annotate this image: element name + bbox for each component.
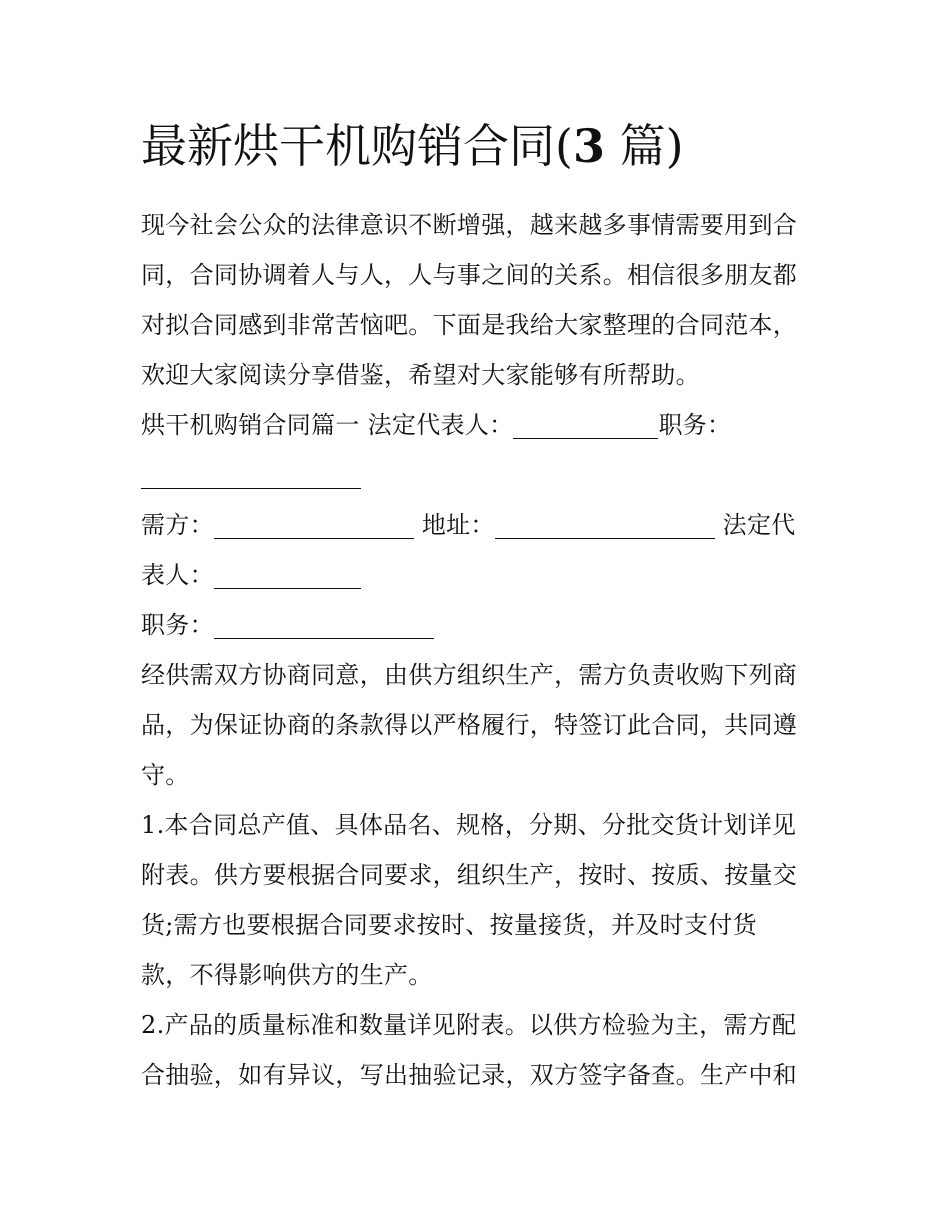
intro-line: 对拟合同感到非常苦恼吧。下面是我给大家整理的合同范本， bbox=[141, 311, 798, 339]
position-blank[interactable] bbox=[141, 458, 361, 489]
position-label: 职务： bbox=[658, 411, 732, 439]
section-one-label: 烘干机购销合同篇一 法定代表人： bbox=[141, 411, 514, 439]
address-label: 地址： bbox=[413, 511, 495, 539]
position-label-2: 职务： bbox=[141, 611, 214, 639]
agreement-paragraph bbox=[141, 650, 821, 800]
clause-line: 款，不得影响供方的生产。 bbox=[141, 961, 433, 989]
agreement-line: 守。 bbox=[141, 761, 190, 789]
legal-rep-label-part1: 法定代 bbox=[714, 511, 796, 539]
position-blank-line bbox=[141, 450, 821, 500]
buyer-position-blank[interactable] bbox=[214, 608, 434, 639]
document-title bbox=[141, 110, 821, 182]
document-page bbox=[141, 110, 821, 1100]
clause-line: 1.本合同总产值、具体品名、规格，分期、分批交货计划详见 bbox=[141, 811, 797, 839]
title-end-text: 篇) bbox=[619, 119, 684, 173]
title-count: 3 bbox=[572, 119, 605, 173]
buyer-line bbox=[141, 500, 821, 550]
supplier-line bbox=[141, 400, 821, 450]
buyer-legal-rep-line bbox=[141, 550, 821, 600]
buyer-legal-rep-blank[interactable] bbox=[214, 558, 361, 589]
clause-line: 附表。供方要根据合同要求，组织生产，按时、按质、按量交 bbox=[141, 861, 798, 889]
intro-line: 同，合同协调着人与人，人与事之间的关系。相信很多朋友都 bbox=[141, 261, 798, 289]
clause-1 bbox=[141, 800, 821, 1000]
address-blank[interactable] bbox=[495, 508, 715, 539]
intro-line: 欢迎大家阅读分享借鉴，希望对大家能够有所帮助。 bbox=[141, 361, 700, 389]
agreement-line: 经供需双方协商同意，由供方组织生产，需方负责收购下列商 bbox=[141, 661, 798, 689]
agreement-line: 品，为保证协商的条款得以严格履行，特签订此合同，共同遵 bbox=[141, 711, 798, 739]
intro-paragraph bbox=[141, 200, 821, 400]
intro-line: 现今社会公众的法律意识不断增强，越来越多事情需要用到合 bbox=[141, 211, 798, 239]
legal-rep-blank[interactable] bbox=[513, 408, 658, 439]
clause-line: 合抽验，如有异议，写出抽验记录，双方签字备查。生产中和 bbox=[141, 1061, 798, 1089]
clause-line: 货;需方也要根据合同要求按时、按量接货，并及时支付货 bbox=[141, 911, 757, 939]
party-info bbox=[141, 400, 821, 650]
buyer-label: 需方： bbox=[141, 511, 214, 539]
buyer-blank[interactable] bbox=[214, 508, 414, 539]
clause-2 bbox=[141, 1000, 821, 1100]
legal-rep-label-part2: 表人： bbox=[141, 561, 214, 589]
buyer-position-line bbox=[141, 600, 821, 650]
title-main-text: 最新烘干机购销合同( bbox=[141, 119, 573, 173]
clause-line: 2.产品的质量标准和数量详见附表。以供方检验为主，需方配 bbox=[141, 1011, 797, 1039]
